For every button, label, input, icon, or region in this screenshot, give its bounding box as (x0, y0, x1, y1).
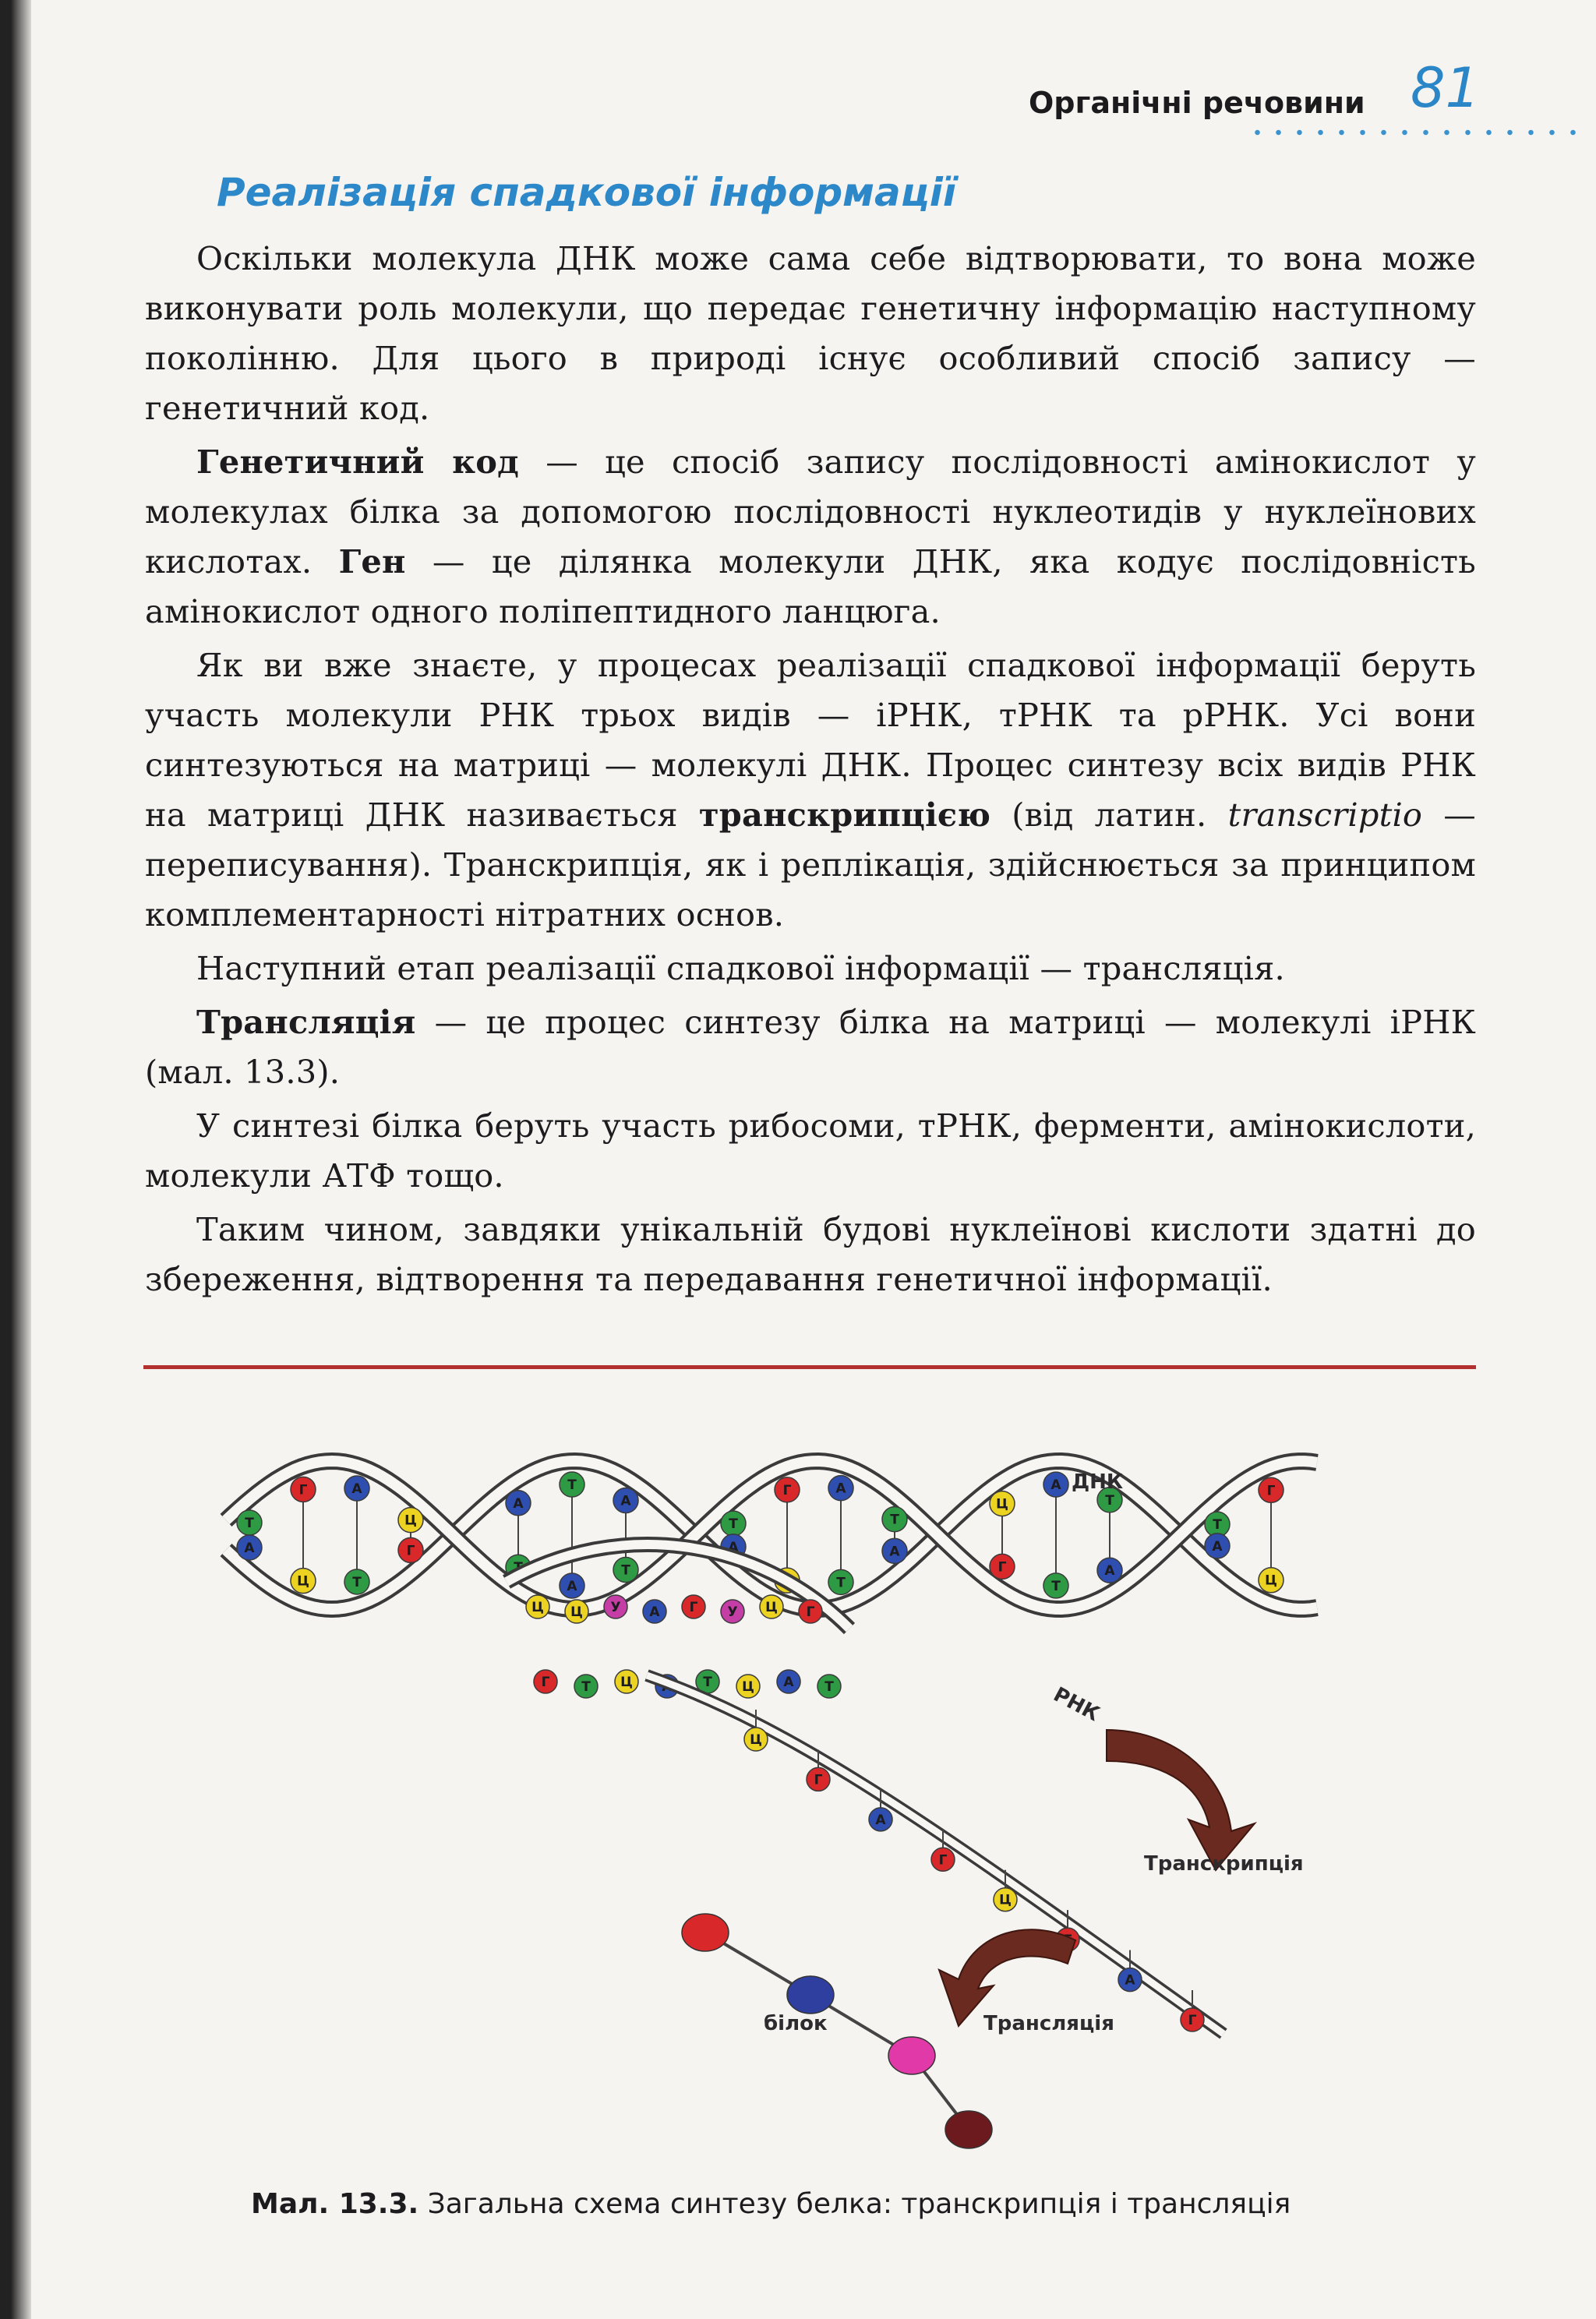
base-letter: Т (581, 1679, 591, 1695)
text-run: Наступний етап реалізації спадкової інформації — трансляція. (196, 949, 1285, 987)
base-bottom (344, 1569, 369, 1594)
base-pair (560, 1472, 584, 1598)
paragraph-2 (145, 437, 1476, 637)
base-top (721, 1511, 746, 1536)
paragraph-7 (145, 1205, 1476, 1304)
base-top (882, 1507, 907, 1532)
base-bottom (1043, 1573, 1068, 1598)
base-pair (344, 1476, 369, 1594)
term: транскрипцією (698, 796, 991, 834)
base-letter: Т (514, 1560, 523, 1576)
base-letter: Ц (765, 1600, 778, 1615)
base-letter: А (783, 1675, 794, 1690)
paragraph-1 (145, 234, 1476, 433)
base-letter: А (513, 1495, 524, 1512)
base-letter: Г (689, 1600, 698, 1615)
open-base (604, 1595, 627, 1618)
base-letter: А (351, 1481, 362, 1498)
base-bottom (882, 1538, 907, 1563)
body-text (145, 234, 1476, 1308)
base-letter: Ц (620, 1675, 633, 1690)
open-base (526, 1595, 549, 1618)
caption-text: Загальна схема синтезу белка: транскрипція і трансляція (418, 2188, 1291, 2220)
base-bottom (291, 1569, 316, 1594)
dna-strands (226, 1461, 1317, 1609)
coding-base (534, 1670, 557, 1693)
base-bottom (613, 1557, 638, 1582)
rna-base (807, 1767, 830, 1791)
rna-base (869, 1808, 892, 1831)
base-top (613, 1488, 638, 1513)
base-pair (1043, 1472, 1068, 1598)
base-letter: Г (541, 1675, 550, 1690)
base-letter: Т (729, 1516, 738, 1533)
figure-caption (251, 2188, 1291, 2220)
base-letter: Т (836, 1575, 846, 1591)
header-dotted-rule (1247, 129, 1590, 136)
term: Ген (338, 542, 406, 581)
coding-base (777, 1670, 800, 1693)
base-letter: У (727, 1604, 738, 1620)
base-letter: Ц (750, 1732, 762, 1748)
base-letter: Т (621, 1562, 630, 1579)
term: Трансляція (196, 1003, 416, 1041)
latin-term: transcriptio (1227, 796, 1423, 834)
coding-base (615, 1670, 638, 1693)
base-bottom (1205, 1534, 1230, 1558)
label-dna: ДНК (1072, 1470, 1124, 1494)
process-arrows (939, 1730, 1255, 2026)
text-run: — це ділянка молекули ДНК, яка кодує послідовність амінокислот одного поліпептидного ланцюга. (145, 542, 1476, 630)
base-top (560, 1472, 584, 1497)
base-bottom (560, 1573, 584, 1598)
base-bottom (398, 1537, 423, 1562)
page-number: 81 (1411, 56, 1481, 120)
base-letter: Г (782, 1482, 792, 1498)
base-letter: А (1125, 1972, 1135, 1989)
base-top (398, 1508, 423, 1533)
base-top (775, 1477, 800, 1502)
base-letter: Т (1051, 1578, 1061, 1594)
base-letter: А (1050, 1477, 1061, 1494)
rna-strand (647, 1675, 1223, 2034)
paragraph-6 (145, 1101, 1476, 1201)
text-run: У синтезі білка беруть участь рибосоми, тРНК, ферменти, амінокислоти, молекули АТФ тощо. (145, 1107, 1476, 1195)
transcription-arrow (1107, 1730, 1255, 1870)
amino-acid (945, 2111, 992, 2148)
base-letter: Ц (996, 1496, 1008, 1512)
base-bottom (990, 1554, 1015, 1579)
open-base (760, 1595, 783, 1618)
base-top (990, 1491, 1015, 1516)
base-letter: Г (298, 1482, 308, 1498)
amino-acid (888, 2037, 935, 2074)
text-run: — переписування). Транскрипція, як і реплікація, здійснюється за принципом комплементарності нітратних основ. (145, 796, 1476, 934)
base-letter: Г (1188, 2013, 1197, 2028)
section-title: Реалізація спадкової інформації (217, 170, 957, 215)
base-letter: А (662, 1679, 673, 1695)
rna-base (744, 1728, 768, 1751)
base-pair (828, 1476, 853, 1595)
base-top (828, 1476, 853, 1501)
base-pair (237, 1510, 262, 1560)
protein-chain (682, 1914, 992, 2148)
page-spine-shadow (0, 0, 31, 2319)
base-letter: А (567, 1578, 577, 1594)
open-base (799, 1600, 822, 1623)
label-rna: РНК (1049, 1682, 1103, 1727)
label-transcription: Транскрипція (1144, 1852, 1304, 1876)
base-pair (291, 1477, 316, 1593)
base-top (237, 1510, 262, 1535)
base-bottom (1259, 1568, 1284, 1593)
base-letter: Ц (999, 1892, 1012, 1908)
base-letter: Ц (531, 1600, 544, 1615)
base-letter: Ц (742, 1679, 754, 1695)
term: Генетичний код (196, 443, 520, 481)
base-top (344, 1476, 369, 1501)
base-letter: Т (890, 1512, 899, 1528)
base-letter: У (610, 1600, 621, 1615)
base-letter: Т (1105, 1492, 1114, 1509)
base-letter: Г (806, 1604, 815, 1620)
figure-dna-transcription-translation (210, 1403, 1426, 2197)
base-top (1043, 1472, 1068, 1497)
base-pair (1097, 1488, 1122, 1583)
section-name: Органічні речовини (1029, 86, 1365, 120)
rna-base (994, 1888, 1017, 1911)
text-run: — це процес синтезу білка на матриці — молекулі іРНК (мал. 13.3). (145, 1003, 1476, 1091)
base-letter: Т (245, 1516, 254, 1532)
base-bottom (828, 1569, 853, 1594)
base-letter: А (875, 1812, 886, 1828)
page-header (1029, 55, 1590, 148)
text-run: Таким чином, завдяки унікальній будові нуклеїнові кислоти здатні до збереження, відтворення та передавання генетичної інформації. (145, 1210, 1476, 1298)
base-letter: А (244, 1540, 255, 1556)
label-translation: Трансляція (983, 2012, 1114, 2035)
base-top (291, 1477, 316, 1502)
open-base (721, 1600, 744, 1623)
open-base (682, 1595, 705, 1618)
paragraph-4 (145, 944, 1476, 994)
text-run: — це спосіб запису послідовності амінокислот у молекулах білка за допомогою послідовності нуклеотидів у нуклеїнових кислотах. (145, 443, 1476, 581)
base-top (506, 1491, 531, 1516)
base-bottom (1097, 1558, 1122, 1583)
base-letter: Г (1266, 1483, 1276, 1499)
base-letter: Ц (1265, 1572, 1277, 1589)
text-run: (від латин. (990, 796, 1228, 834)
dna-open-region (507, 1544, 849, 1698)
text-run: Оскільки молекула ДНК може сама себе відтворювати, то вона може виконувати роль молекули, що передає генетичну інформацію наступному поколінню. Для цього в природі існує особливий спосіб запису — генетичний код. (145, 239, 1476, 427)
label-protein: білок (764, 2012, 828, 2035)
rna-base (931, 1848, 955, 1871)
text-run: Як ви вже знаєте, у процесах реалізації спадкової інформації беруть участь молекули РНК трьох видів — іРНК, тРНК та рРНК. Усі вони синтезуються на матриці — молекулі ДНК. Процес синтезу всіх видів РНК на матриці ДНК називається (145, 646, 1476, 834)
rna-base (1181, 2008, 1204, 2031)
base-letter: Г (814, 1772, 823, 1788)
open-base (565, 1600, 588, 1623)
base-letter: Ц (570, 1604, 583, 1620)
base-pair (882, 1507, 907, 1564)
amino-acid (682, 1914, 729, 1951)
base-letter: Г (406, 1543, 415, 1559)
base-letter: А (1212, 1538, 1223, 1555)
base-letter: Т (352, 1574, 362, 1590)
base-letter: Ц (781, 1573, 793, 1590)
amino-acid (787, 1976, 834, 2014)
paragraph-3 (145, 641, 1476, 940)
rna-base (1118, 1968, 1142, 1992)
base-pair (1259, 1477, 1284, 1592)
coding-base (574, 1675, 598, 1698)
figure-divider (143, 1365, 1476, 1369)
base-letter: А (649, 1604, 660, 1620)
base-letter: Т (567, 1477, 577, 1494)
base-letter: Ц (404, 1512, 417, 1529)
base-letter: А (620, 1493, 631, 1509)
caption-label: Мал. 13.3. (251, 2188, 419, 2220)
base-letter: Г (938, 1852, 948, 1869)
base-letter: А (1104, 1563, 1115, 1580)
paragraph-5 (145, 997, 1476, 1097)
base-letter: Ц (297, 1573, 309, 1590)
coding-base (817, 1675, 841, 1698)
base-letter: А (835, 1481, 846, 1497)
base-pair (990, 1491, 1015, 1580)
base-pair (398, 1508, 423, 1563)
base-top (1259, 1477, 1284, 1502)
base-letter: Т (703, 1675, 712, 1690)
base-letter: Г (998, 1559, 1007, 1576)
base-letter: А (889, 1544, 900, 1560)
base-pair (613, 1488, 638, 1583)
base-bottom (237, 1535, 262, 1560)
coding-base (736, 1675, 760, 1698)
base-letter: Т (1213, 1517, 1222, 1534)
base-letter: А (728, 1539, 739, 1555)
base-pair (1205, 1512, 1230, 1558)
open-base (643, 1600, 666, 1623)
base-letter: Т (824, 1679, 834, 1695)
